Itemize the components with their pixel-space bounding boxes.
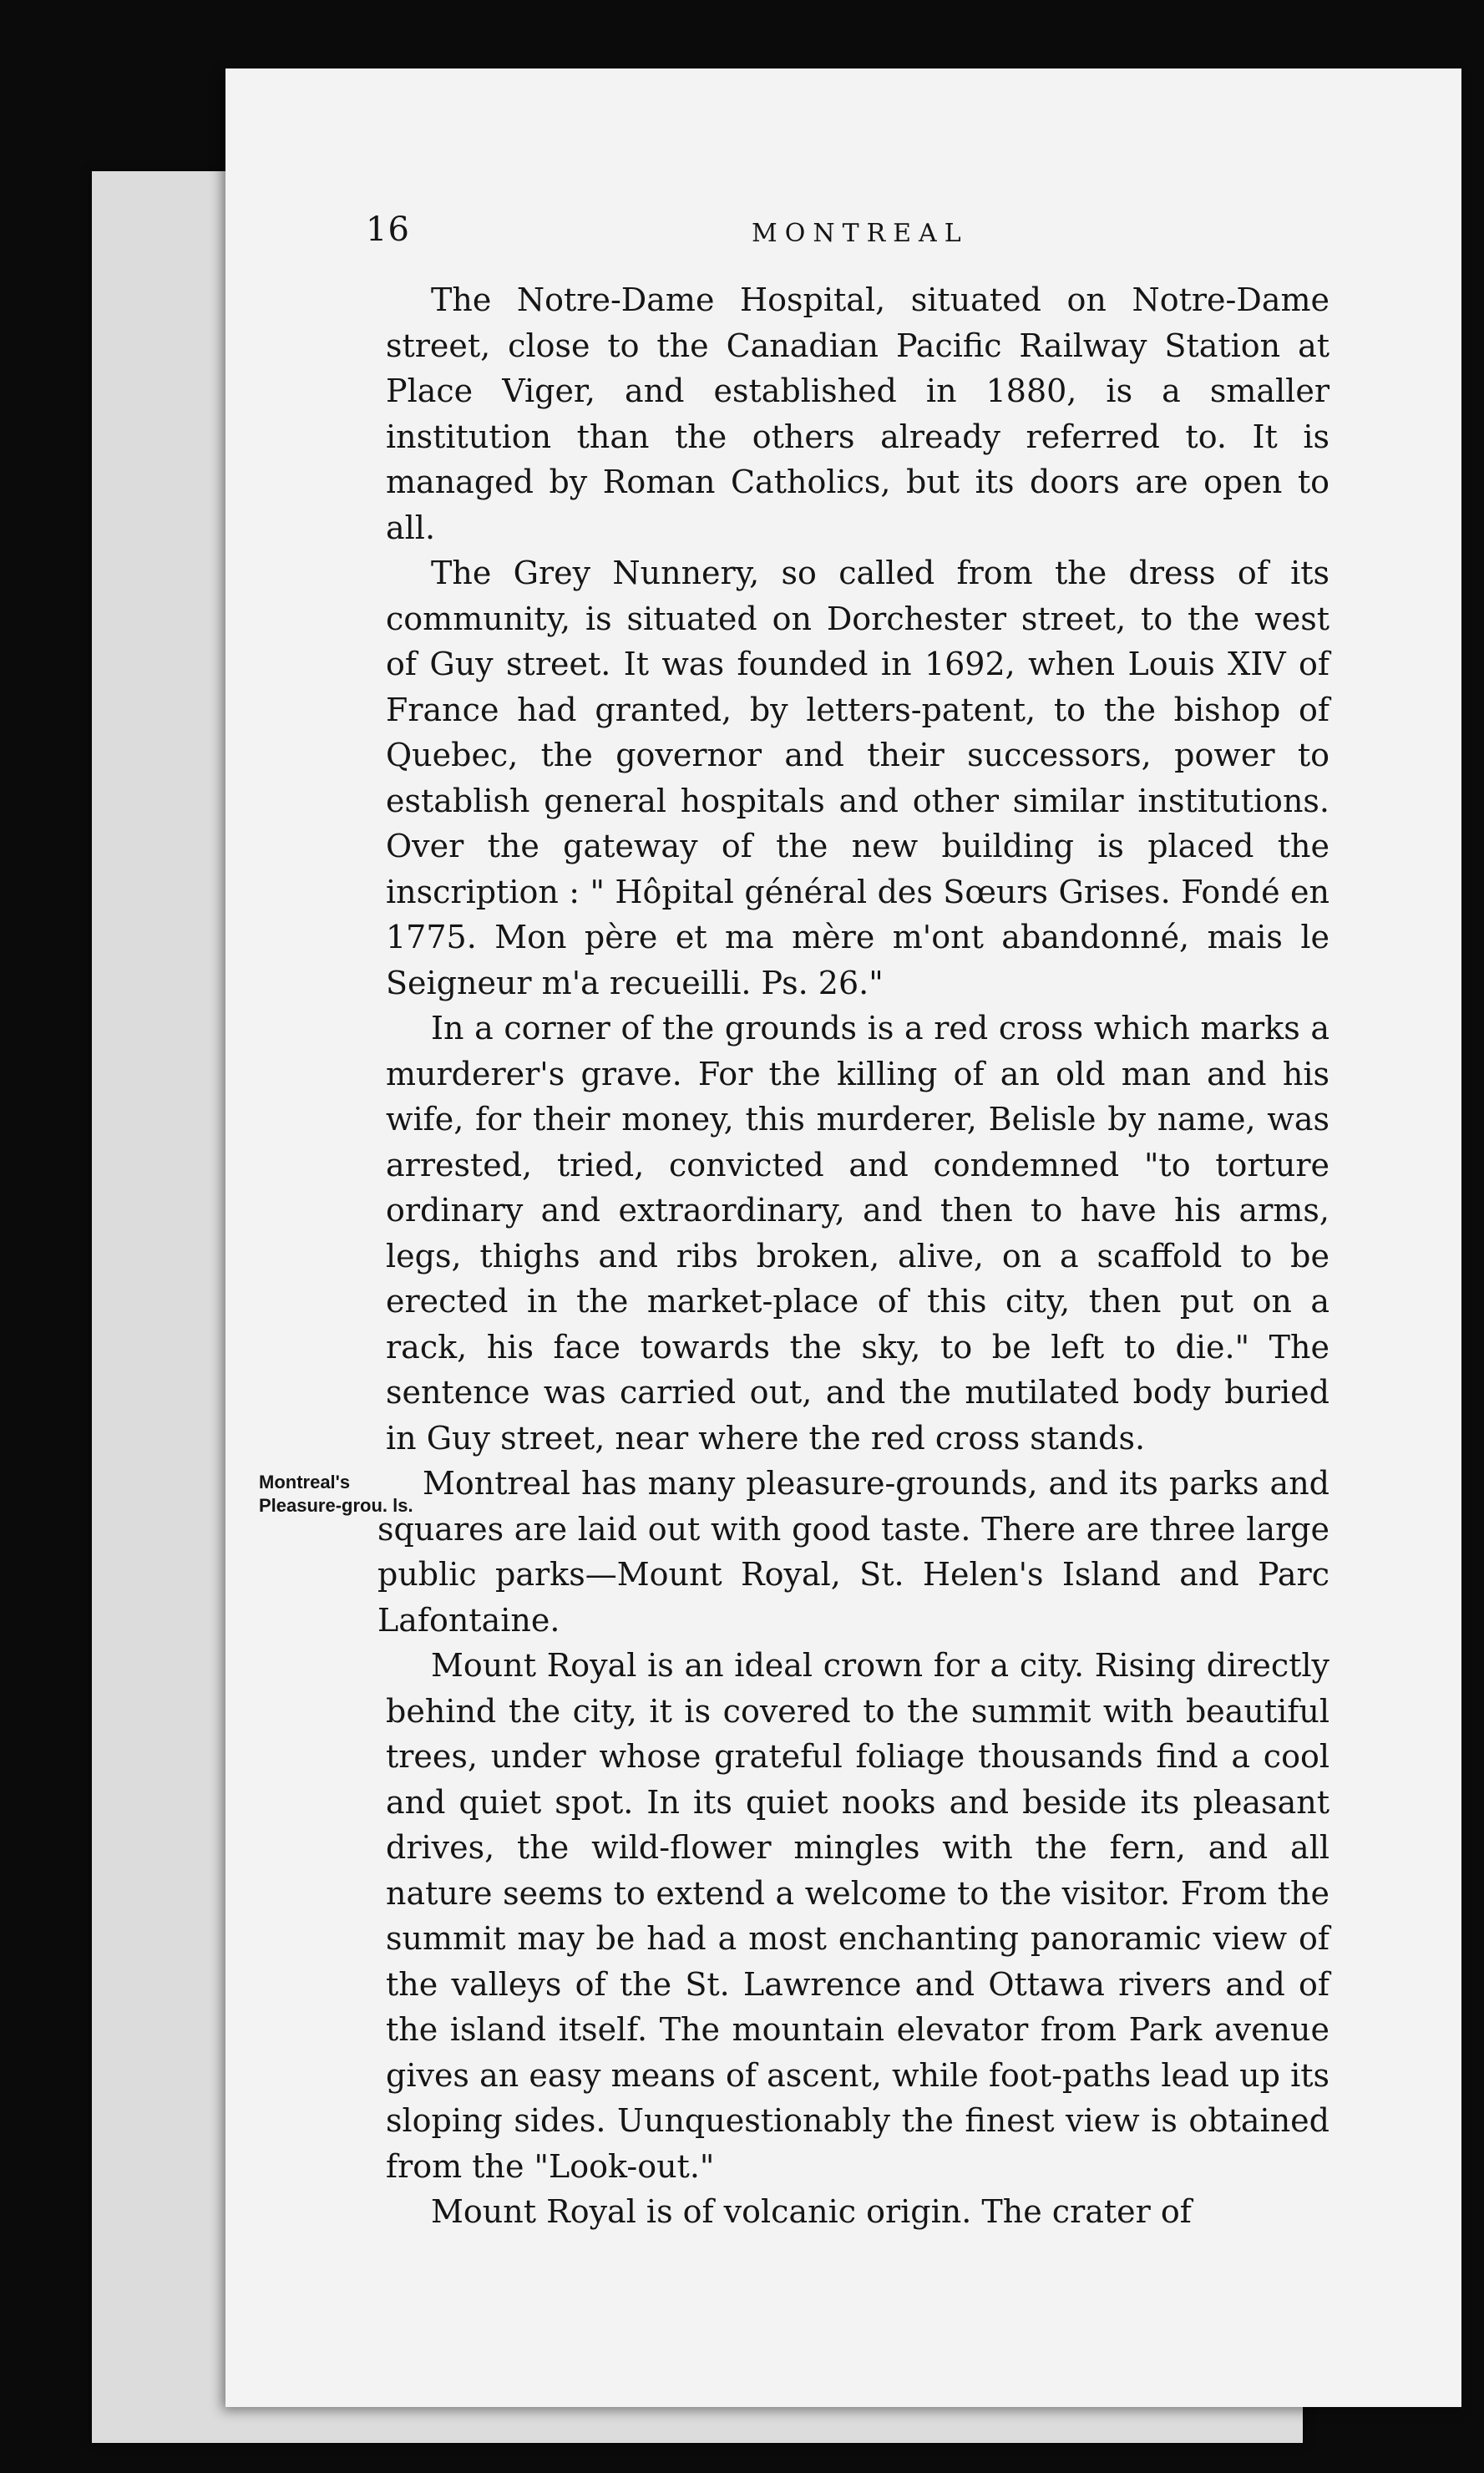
paragraph-murderers-grave: In a corner of the grounds is a red cross which marks a murderer's grave. For the killing of an old man and his wife, for their money, this murderer, Belisle by name, was arrested, tried, convicted and condemned "to torture ordinary and extraordinary, and then to have his arms, legs, thighs and ribs broken, alive, on a scaffold to be erected in the market-place of this city, then put on a rack, his face towards the sky, to be left to die." The sentence was carried out, and the mutilated body buried in Guy street, near where the red cross stands. bbox=[386, 1010, 1330, 1457]
paragraph-pleasure-grounds bbox=[259, 1461, 1330, 1643]
margin-note-line-2: Pleasure-grou. ls. bbox=[259, 1495, 413, 1516]
margin-note bbox=[259, 1471, 413, 1518]
paragraph-volcanic-origin: Mount Royal is of volcanic origin. The crater of bbox=[431, 2193, 1192, 2230]
paragraph-notre-dame-hospital: The Notre-Dame Hospital, situated on Notre-Dame street, close to the Canadian Pacific Railway Station at Place Viger, and established in 1880, is a smaller institution than the others already referred to. It is managed by Roman Catholics, but its doors are open to all. bbox=[386, 281, 1330, 546]
paragraph-grey-nunnery: The Grey Nunnery, so called from the dress of its community, is situated on Dorchester street, to the west of Guy street. It was founded in 1692, when Louis XIV of France had granted, by letters-patent, to the bishop of Quebec, the governor and their successors, power to establish general hospitals and other similar institutions. Over the gateway of the new building is placed the inscription : " Hôpital général des Sœurs Grises. Fondé en 1775. Mon père et ma mère m'ont abandonné, mais le Seigneur m'a recueilli. Ps. 26." bbox=[386, 555, 1330, 1001]
paragraph-pleasure-grounds-text: Montreal has many pleasure-grounds, and its parks and squares are laid out with good taste. There are three large public parks—Mount Royal, St. Helen's Island and Parc Lafontaine. bbox=[377, 1465, 1330, 1639]
body-text bbox=[259, 277, 1330, 2235]
running-title: MONTREAL bbox=[752, 219, 969, 248]
page-number: 16 bbox=[366, 210, 410, 249]
margin-note-line-1: Montreal's bbox=[259, 1472, 351, 1492]
book-page bbox=[225, 68, 1461, 2407]
paragraph-mount-royal: Mount Royal is an ideal crown for a city. Rising directly behind the city, it is covered to the summit with beautiful trees, under whose grateful foliage thousands find a cool and quiet spot. In its quiet nooks and beside its pleasant drives, the wild-flower mingles with the fern, and all nature seems to extend a welcome to the visitor. From the summit may be had a most enchanting panoramic view of the valleys of the St. Lawrence and Ottawa rivers and of the island itself. The mountain elevator from Park avenue gives an easy means of ascent, while foot-paths lead up its sloping sides. Uunquestionably the finest view is obtained from the "Look-out." bbox=[386, 1647, 1330, 2185]
